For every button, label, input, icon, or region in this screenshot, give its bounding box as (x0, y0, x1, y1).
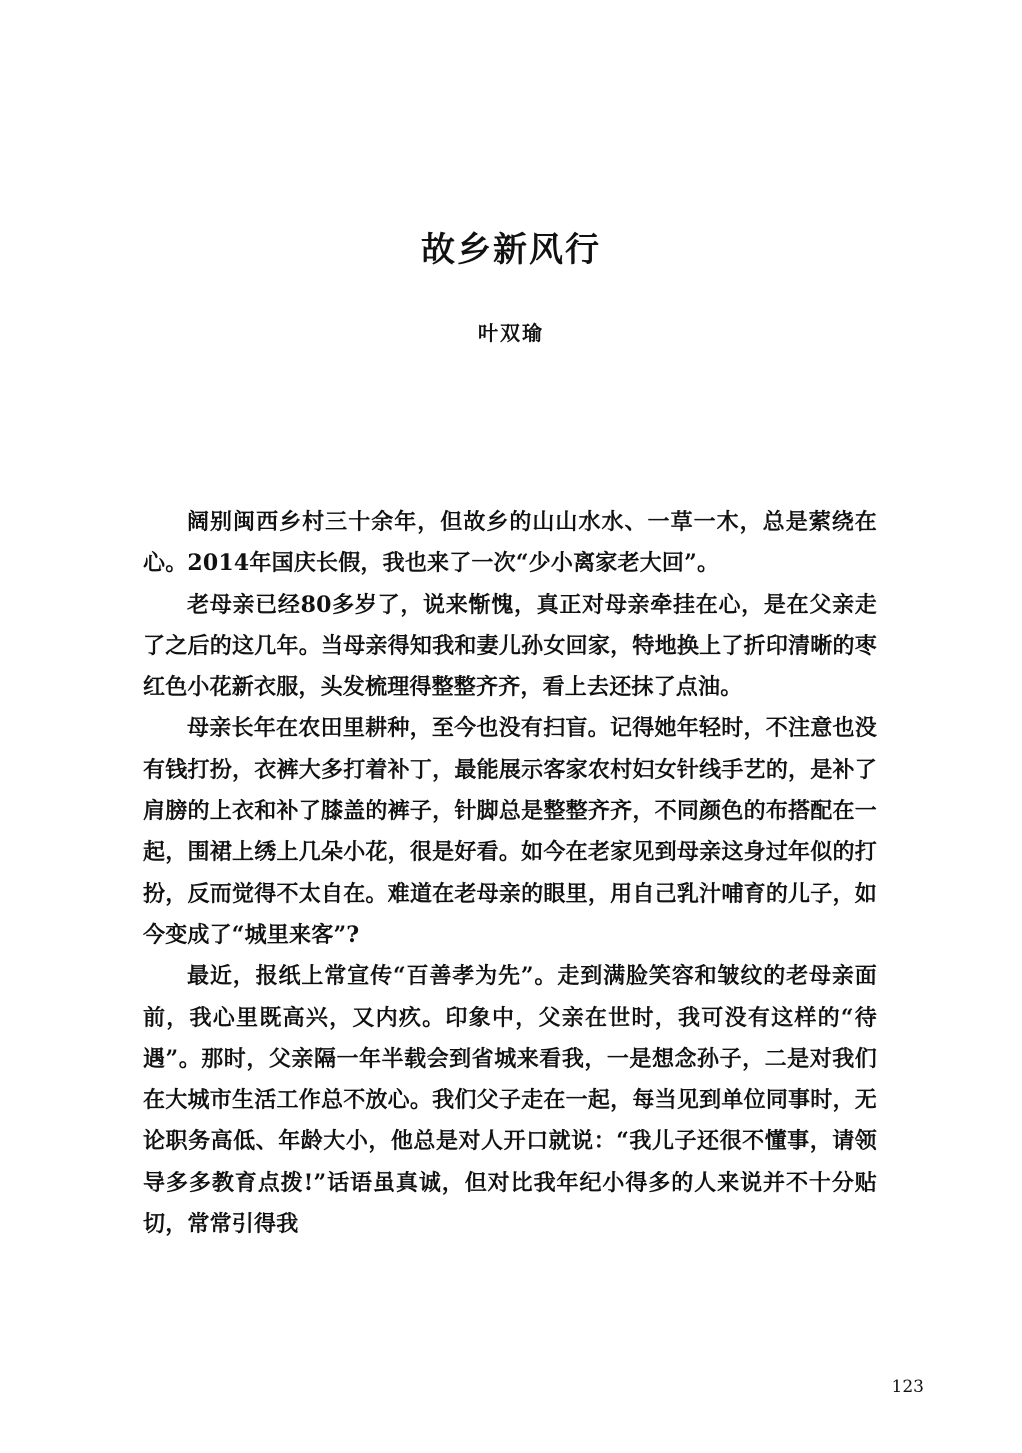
article-body (143, 502, 877, 1245)
page-number: 123 (891, 1377, 924, 1397)
paragraph-3: 母亲长年在农田里耕种，至今也没有扫盲。记得她年轻时，不注意也没有钱打扮，衣裤大多打着补丁，最能展示客家农村妇女针线手艺的，是补了肩膀的上衣和补了膝盖的裤子，针脚总是整整齐齐，不同颜色的布搭配在一起，围裙上绣上几朵小花，很是好看。如今在老家见到母亲这身过年似的打扮，反而觉得不太自在。难道在老母亲的眼里，用自己乳汁哺育的儿子，如今变成了“城里来客”? (143, 715, 877, 948)
article-title: 故乡新风行 (421, 230, 601, 270)
author-name: 叶双瑜 (478, 321, 544, 345)
paragraph-4: 最近，报纸上常宣传“百善孝为先”。走到满脸笑容和皱纹的老母亲面前，我心里既高兴，又内疚。印象中，父亲在世时，我可没有这样的“待遇”。那时，父亲隔一年半载会到省城来看我，一是想念孙子，二是对我们在大城市生活工作总不放心。我们父子走在一起，每当见到单位同事时，无论职务高低、年龄大小，他总是对人开口就说：“我儿子还很不懂事，请领导多多教育点拨!”话语虽真诚，但对比我年纪小得多的人来说并不十分贴切，常常引得我 (143, 963, 877, 1238)
paragraph-2: 老母亲已经80多岁了，说来惭愧，真正对母亲牵挂在心，是在父亲走了之后的这几年。当母亲得知我和妻儿孙女回家，特地换上了折印清晰的枣红色小花新衣服，头发梳理得整整齐齐，看上去还抹了点油。 (143, 591, 877, 701)
paragraph-1: 阔别闽西乡村三十余年，但故乡的山山水水、一草一木，总是萦绕在心。2014年国庆长假，我也来了一次“少小离家老大回”。 (143, 509, 877, 577)
